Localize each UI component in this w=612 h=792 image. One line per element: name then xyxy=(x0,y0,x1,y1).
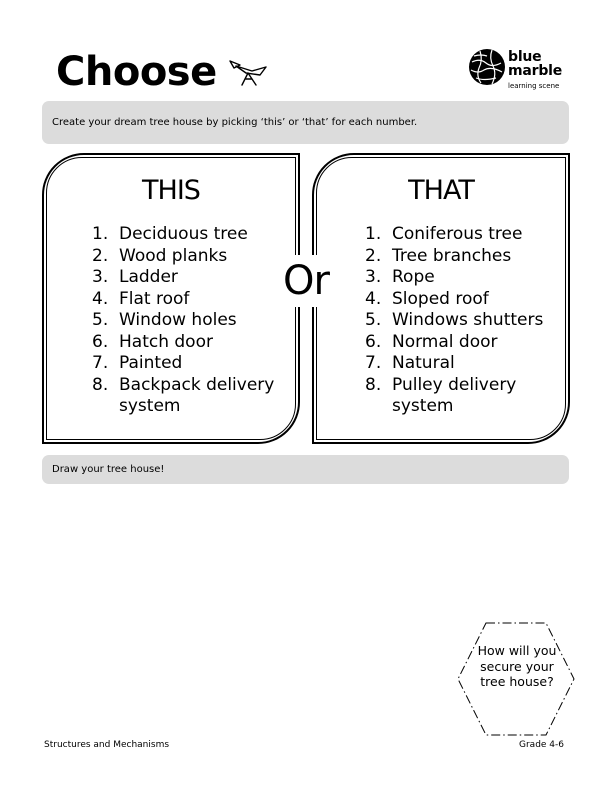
footer-grade: Grade 4-6 xyxy=(519,740,564,750)
draw-prompt-bar: Draw your tree house! xyxy=(42,455,569,484)
item-number: 7. xyxy=(365,353,382,373)
item-number: 3. xyxy=(92,267,109,287)
item-number: 8. xyxy=(92,374,109,395)
list-item xyxy=(365,224,565,246)
item-text: Window holes xyxy=(119,310,237,330)
item-number: 6. xyxy=(92,331,109,352)
item-text: Wood planks xyxy=(119,245,228,266)
that-heading: THAT xyxy=(408,175,474,206)
or-label: Or xyxy=(280,255,332,307)
item-number: 2. xyxy=(365,245,382,266)
item-number: 4. xyxy=(92,288,109,309)
instructions-bar: Create your dream tree house by picking ‘this’ or ‘that’ for each number. xyxy=(42,101,569,144)
item-text: Backpack delivery system xyxy=(119,374,275,416)
list-item xyxy=(92,246,292,268)
item-number: 7. xyxy=(92,353,109,373)
list-item xyxy=(92,310,292,332)
list-item xyxy=(365,375,565,418)
logo-line3: learning scene xyxy=(508,82,560,90)
logo-wordmark xyxy=(508,50,562,93)
item-text: Natural xyxy=(392,353,455,373)
list-item xyxy=(365,267,565,289)
hexagon-question: How will you secure your tree house? xyxy=(477,643,557,689)
list-item xyxy=(92,224,292,246)
list-item xyxy=(365,353,565,375)
item-text: Ladder xyxy=(119,267,178,287)
list-item xyxy=(92,267,292,289)
item-number: 6. xyxy=(365,331,382,352)
item-number: 5. xyxy=(365,310,382,330)
logo-line2: marble xyxy=(508,63,563,79)
item-text: Sloped roof xyxy=(392,288,489,309)
item-text: Flat roof xyxy=(119,288,190,309)
this-options-list xyxy=(92,224,292,418)
item-text: Pulley delivery system xyxy=(392,374,517,416)
blue-marble-logo-icon xyxy=(468,48,506,86)
item-text: Tree branches xyxy=(392,245,512,266)
this-heading: THIS xyxy=(142,175,200,206)
list-item xyxy=(365,289,565,311)
footer-subject: Structures and Mechanisms xyxy=(44,740,170,750)
item-number: 1. xyxy=(365,224,382,244)
list-item xyxy=(92,353,292,375)
list-item xyxy=(365,246,565,268)
item-number: 5. xyxy=(92,310,109,330)
item-text: Coniferous tree xyxy=(392,224,523,244)
list-item xyxy=(92,375,292,418)
item-number: 2. xyxy=(92,245,109,266)
item-number: 3. xyxy=(365,267,382,287)
that-options-list xyxy=(365,224,565,418)
item-text: Painted xyxy=(119,353,183,373)
list-item xyxy=(365,332,565,354)
item-number: 1. xyxy=(92,224,109,244)
item-text: Windows shutters xyxy=(392,310,544,330)
item-number: 4. xyxy=(365,288,382,309)
item-text: Hatch door xyxy=(119,331,213,352)
list-item xyxy=(92,289,292,311)
tree-house-sketch-icon xyxy=(226,58,268,88)
item-number: 8. xyxy=(365,374,382,395)
page-title: Choose xyxy=(56,49,217,95)
list-item xyxy=(365,310,565,332)
item-text: Rope xyxy=(392,267,435,287)
list-item xyxy=(92,332,292,354)
item-text: Normal door xyxy=(392,331,498,352)
item-text: Deciduous tree xyxy=(119,224,248,244)
logo-line1: blue xyxy=(508,49,542,65)
